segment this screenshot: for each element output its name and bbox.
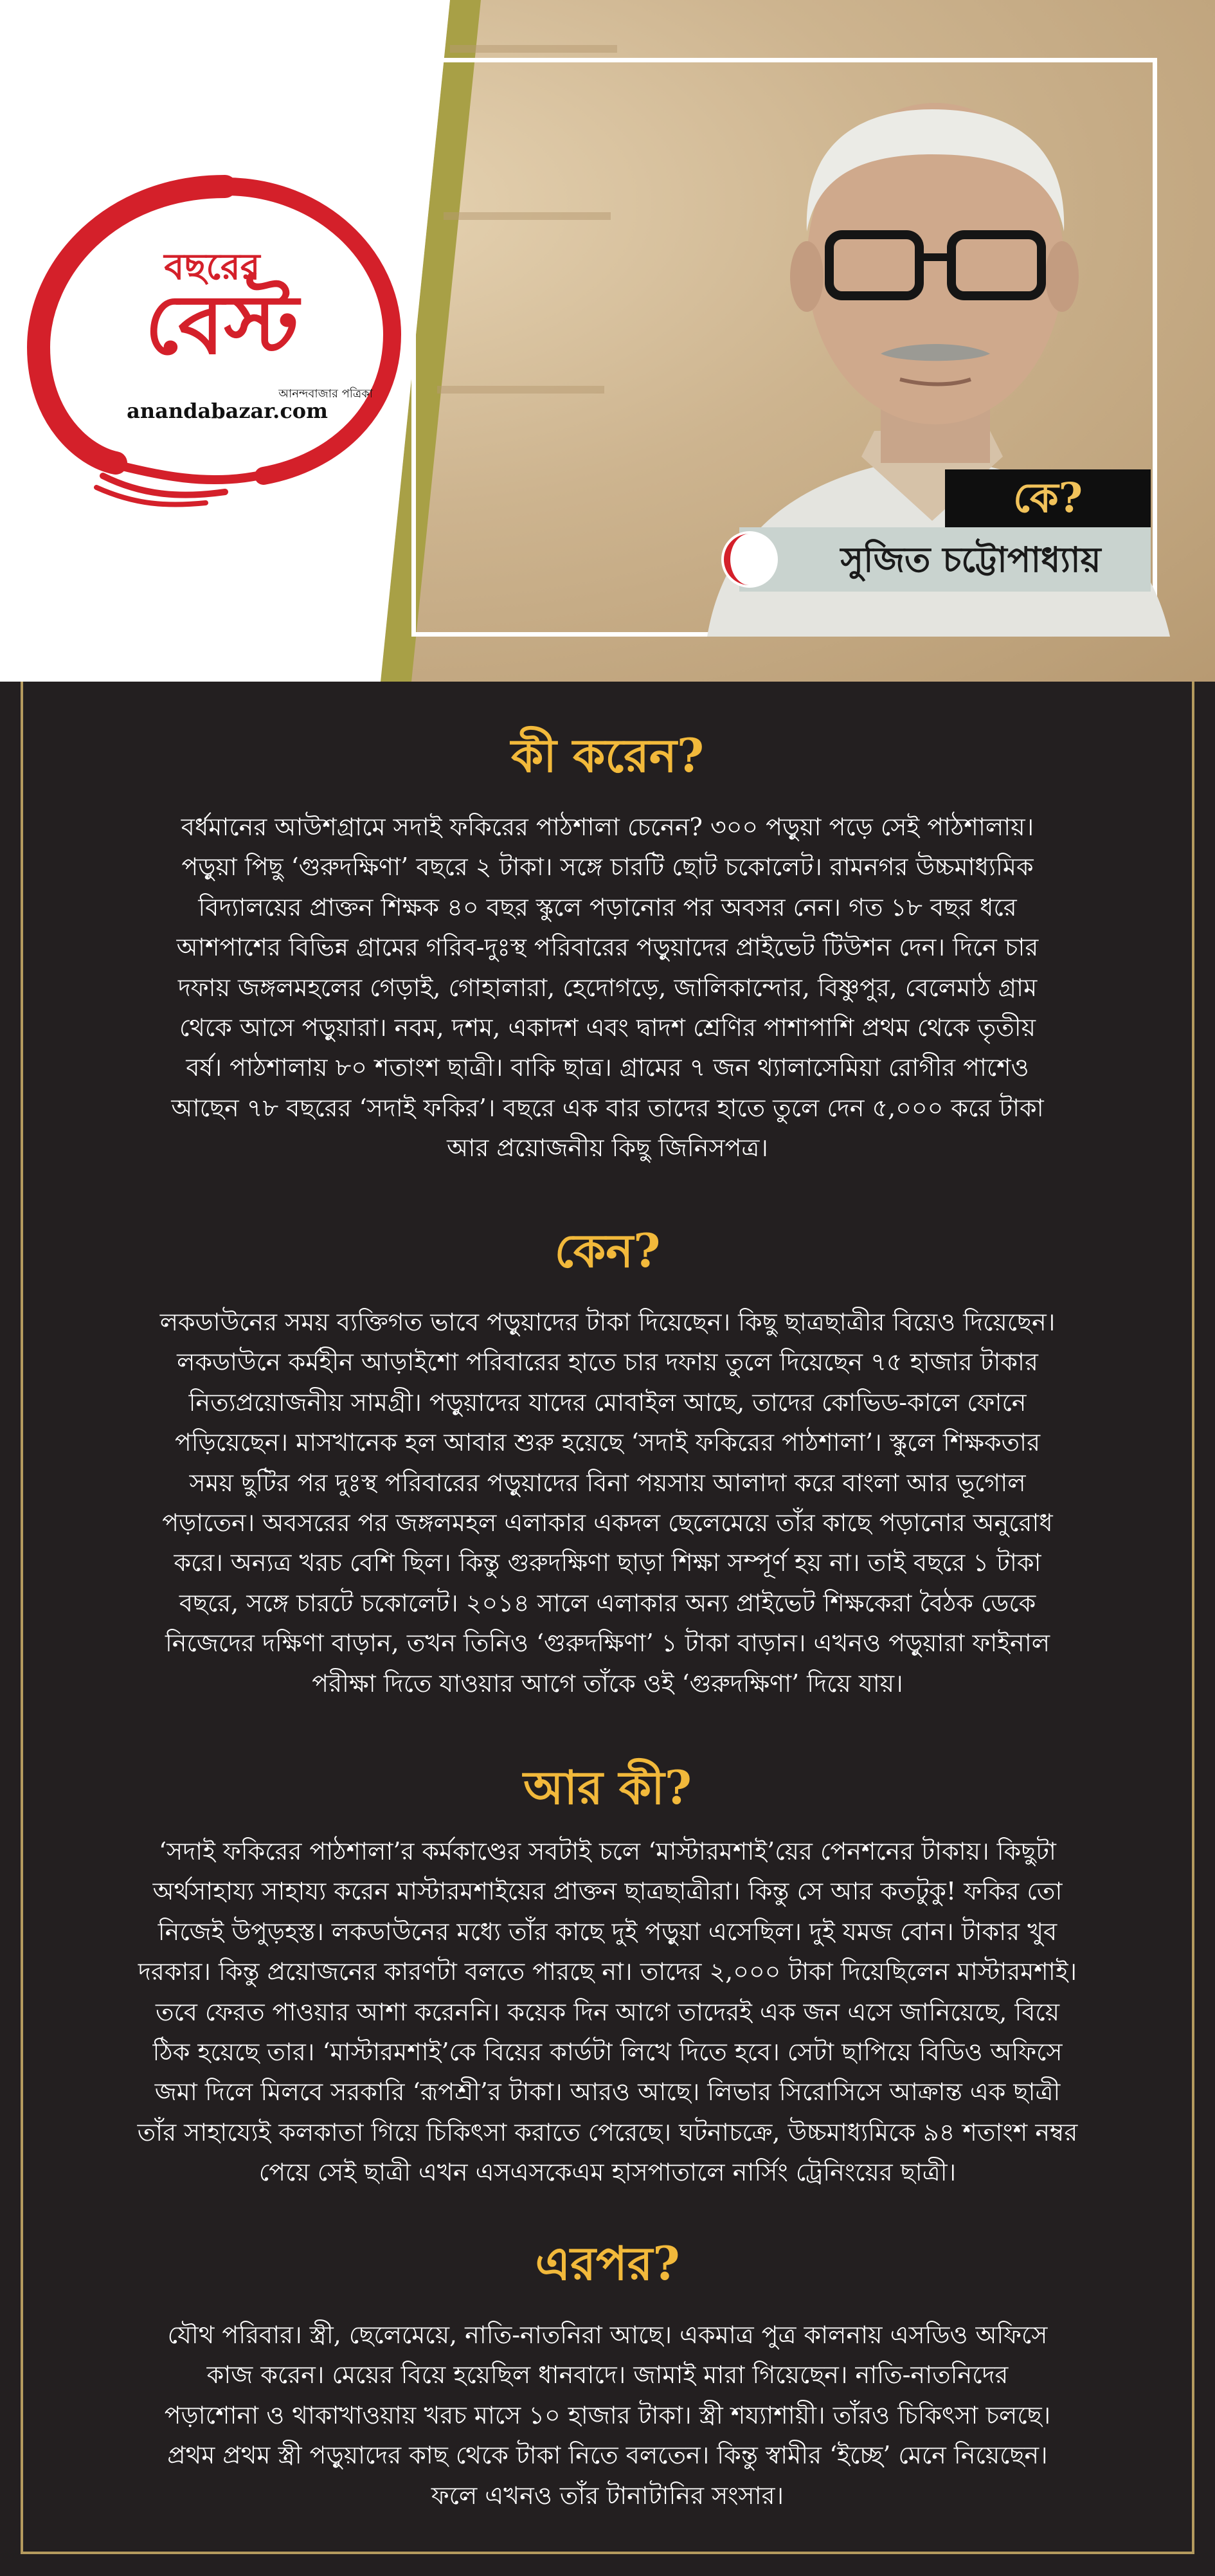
section-body-what [58,807,1157,1168]
text-line: পরীক্ষা দিতে যাওয়ার আগে তাঁকে ওই ‘গুরুদক্ষিণা’ দিয়ে যায়। [312,1669,903,1698]
logo-kicker: বছরের [164,246,260,288]
text-line: পড়াতেন। অবসরের পর জঙ্গলমহল এলাকার একদল ছেলেমেয়ে তাঁর কাছে পড়ানোর অনুরোধ [162,1509,1053,1537]
text-line: আশপাশের বিভিন্ন গ্রামের গরিব-দুঃস্থ পরিবারের পড়ুয়াদের প্রাইভেট টিউশন দেন। দিনে চার [176,933,1039,962]
text-line: যৌথ পরিবার। স্ত্রী, ছেলেমেয়ে, নাতি-নাতনিরা আছে। একমাত্র পুত্র কালনায় এসডিও অফিসে [167,2321,1048,2349]
text-line: নিজেদের দক্ষিণা বাড়ান, তখন তিনিও ‘গুরুদক্ষিণা’ ১ টাকা বাড়ান। এখনও পড়ুয়ারা ফাইনাল [165,1629,1050,1658]
text-line: দফায় জঙ্গলমহলের গেড়াই, গোহালারা, হেদোগড়ে, জালিকান্দোর, বিষ্ণুপুর, বেলেমাঠ গ্রাম [177,973,1038,1002]
text-line: পড়ুয়া পিছু ‘গুরুদক্ষিণা’ বছরে ২ টাকা। সঙ্গে চারটি ছোট চকোলেট। রামনগর উচ্চমাধ্যমিক [181,853,1034,882]
text-line: করে। অন্যত্র খরচ বেশি ছিল। কিন্তু গুরুদক্ষিণা ছাড়া শিক্ষা সম্পূর্ণ হয় না। তাই বছরে ১ টাকা [174,1548,1041,1577]
section-heading-what: কী করেন? [510,728,705,783]
text-line: তবে ফেরত পাওয়ার আশা করেননি। কয়েক দিন আগে তাদেরই এক জন এসে জানিয়েছে, বিয়ে [155,1997,1060,2026]
text-line: নিত্যপ্রয়োজনীয় সামগ্রী। পড়ুয়াদের যাদের মোবাইল আছে, তাদের কোভিড-কালে ফোনে [188,1388,1027,1417]
text-line: আর প্রয়োজনীয় কিছু জিনিসপত্র। [447,1134,768,1163]
text-line: ফলে এখনও তাঁর টানাটানির সংসার। [431,2481,784,2510]
text-line: অর্থসাহায্য সাহায্য করেন মাস্টারমশাইয়ের প্রাক্তন ছাত্রছাত্রীরা। কিন্তু সে আর কতটুকু! ফকির তো [152,1877,1063,1906]
text-line: লকডাউনে কর্মহীন আড়াইশো পরিবারের হাতে চার দফায় তুলে দিয়েছেন ৭৫ হাজার টাকার [177,1348,1038,1377]
text-line: প্রথম প্রথম স্ত্রী পড়ুয়াদের কাছ থেকে টাকা নিতে বলতেন। কিন্তু স্বামীর ‘ইচ্ছে’ মেনে নিয়েছেন। [167,2441,1048,2470]
caption-question: কে? [945,469,1151,527]
text-line: পেয়ে সেই ছাত্রী এখন এসএসকেএম হাসপাতালে নার্সিং ট্রেনিংয়ের ছাত্রী। [258,2158,957,2187]
text-line: ঠিক হয়েছে তার। ‘মাস্টারমশাই’কে বিয়ের কার্ডটা লিখে দিতে হবে। সেটা ছাপিয়ে বিডিও অফিসে [152,2038,1063,2067]
text-line: আছেন ৭৮ বছরের ‘সদাই ফকির’। বছরে এক বার তাদের হাতে তুলে দেন ৫,০০০ করে টাকা [171,1093,1044,1122]
section-heading-what-else: আর কী? [523,1760,692,1815]
text-line: ‘সদাই ফকিরের পাঠশালা’র কর্মকাণ্ডের সবটাই চলে ‘মাস্টারমশাই’য়ের পেনশনের টাকায়। কিছুটা [159,1837,1056,1865]
text-line: সময় ছুটির পর দুঃস্থ পরিবারের পড়ুয়াদের বিনা পয়সায় আলাদা করে বাংলা আর ভূগোল [189,1468,1026,1497]
text-line: বিদ্যালয়ের প্রাক্তন শিক্ষক ৪০ বছর স্কুলে পড়ানোর পর অবসর নেন। গত ১৮ বছর ধরে [198,893,1017,921]
text-line: বছরে, সঙ্গে চারটে চকোলেট। ২০১৪ সালে এলাকার অন্য প্রাইভেট শিক্ষকেরা বৈঠক ডেকে [179,1588,1036,1617]
text-line: পড়িয়েছেন। মাসখানেক হল আবার শুরু হয়েছে ‘সদাই ফকিরের পাঠশালা’। স্কুলে শিক্ষকতার [175,1428,1040,1457]
section-heading-next: এরপর? [535,2236,680,2290]
section-body-next [58,2315,1157,2516]
text-line: থেকে আসে পড়ুয়ারা। নবম, দশম, একাদশ এবং দ্বাদশ শ্রেণির পাশাপাশি প্রথম থেকে তৃতীয় [179,1013,1036,1042]
caption-name: সুজিত চট্টোপাধ্যায় [840,539,1101,580]
text-line: দরকার। কিন্তু প্রয়োজনের কারণটা বলতে পারছে না। তাদের ২,০০০ টাকা দিয়েছিলেন মাস্টারমশাই। [138,1957,1077,1986]
text-line: নিজেই উপুড়হস্ত। লকডাউনের মধ্যে তাঁর কাছে দুই পড়ুয়া এসেছিল। দুই যমজ বোন। টাকার খুব [158,1917,1058,1946]
section-body-what-else [58,1831,1157,2193]
header-banner [0,0,1215,682]
text-line: কাজ করেন। মেয়ের বিয়ে হয়েছিল ধানবাদে। জামাই মারা গিয়েছেন। নাতি-নাতনিদের [206,2361,1009,2390]
text-line: পড়াশোনা ও থাকাখাওয়ায় খরচ মাসে ১০ হাজার টাকা। স্ত্রী শয্যাশায়ী। তাঁরও চিকিৎসা চলছে। [164,2400,1051,2429]
logo-site: anandabazar.com [127,399,328,423]
logo-wordmark: বেস্ট [145,277,299,373]
section-heading-why: কেন? [554,1223,661,1278]
logo-publisher: আনন্দবাজার পত্রিকা [278,387,373,401]
text-line: বর্ষ। পাঠশালায় ৮০ শতাংশ ছাত্রী। বাকি ছাত্র। গ্রামের ৭ জন থ্যালাসেমিয়া রোগীর পাশেও [186,1053,1029,1082]
text-line: জমা দিলে মিলবে সরকারি ‘রূপশ্রী’র টাকা। আরও আছে। লিভার সিরোসিসে আক্রান্ত এক ছাত্রী [154,2078,1061,2107]
text-line: তাঁর সাহায্যেই কলকাতা গিয়ে চিকিৎসা করাতে পেরেছে। ঘটনাচক্রে, উচ্চমাধ্যমিকে ৯৪ শতাংশ নম্বর [137,2118,1078,2146]
section-body-why [58,1302,1157,1703]
caption-marker-icon [719,529,780,590]
text-line: বর্ধমানের আউশগ্রামে সদাই ফকিরের পাঠশালা চেনেন? ৩০০ পড়ুয়া পড়ে সেই পাঠশালায়। [181,813,1034,841]
text-line: লকডাউনের সময় ব্যক্তিগত ভাবে পড়ুয়াদের টাকা দিয়েছেন। কিছু ছাত্রছাত্রীর বিয়েও দিয়েছেন। [159,1308,1056,1336]
